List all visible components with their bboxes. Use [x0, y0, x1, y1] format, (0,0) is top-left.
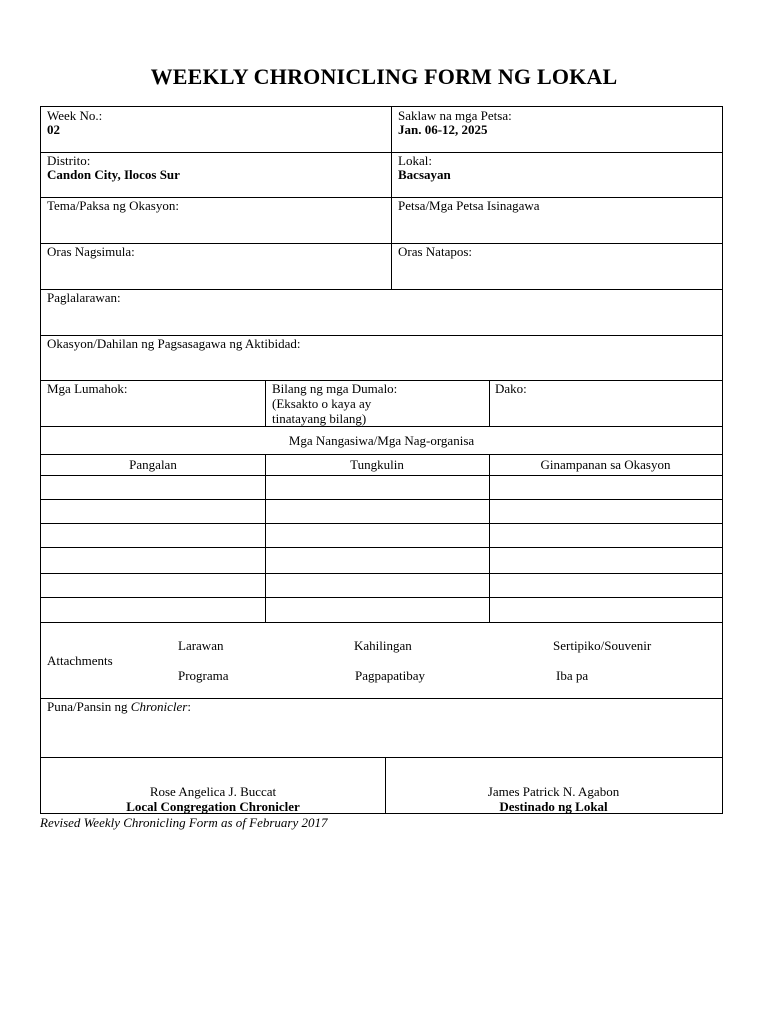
row-divider: [41, 475, 722, 476]
row-divider: [41, 499, 722, 500]
column-divider: [489, 454, 490, 622]
date-range-value: Jan. 06-12, 2025: [398, 122, 488, 137]
row-divider: [41, 243, 722, 244]
attachment-approval: Pagpapatibay: [355, 668, 426, 683]
column-divider: [265, 380, 266, 426]
column-divider: [391, 107, 392, 289]
organizers-heading: Mga Nangasiwa/Mga Nag-organisa: [288, 433, 475, 448]
attachment-others: Iba pa: [556, 668, 589, 683]
venue-label: Dako:: [495, 381, 527, 396]
row-divider: [41, 523, 722, 524]
district-value: Candon City, Ilocos Sur: [47, 167, 180, 182]
signatory-destinado-name: James Patrick N. Agabon: [487, 784, 620, 799]
row-divider: [41, 757, 722, 758]
row-divider: [41, 547, 722, 548]
local-label: Lokal:: [398, 153, 432, 168]
occasion-label: Okasyon/Dahilan ng Pagsasagawa ng Aktibidad:: [47, 336, 301, 351]
start-time-label: Oras Nagsimula:: [47, 244, 135, 259]
row-divider: [41, 622, 722, 623]
theme-label: Tema/Paksa ng Okasyon:: [47, 198, 179, 213]
week-value: 02: [47, 122, 60, 137]
date-range-label: Saklaw na mga Petsa:: [398, 108, 512, 123]
attachment-photo: Larawan: [178, 638, 224, 653]
attachment-certificate: Sertipiko/Souvenir: [553, 638, 652, 653]
description-label: Paglalarawan:: [47, 290, 121, 305]
attachment-program: Programa: [178, 668, 229, 683]
signatory-destinado-role: Destinado ng Lokal: [499, 799, 608, 814]
district-label: Distrito:: [47, 153, 91, 168]
attendance-label-line3: tinatayang bilang): [272, 411, 367, 426]
attendance-label-line2: (Eksakto o kaya ay: [272, 396, 372, 411]
participants-label: Mga Lumahok:: [47, 381, 128, 396]
attendance-label-line1: Bilang ng mga Dumalo:: [272, 381, 398, 396]
attachment-request: Kahilingan: [354, 638, 412, 653]
local-value: Bacsayan: [398, 167, 451, 182]
column-header-contribution: Ginampanan sa Okasyon: [540, 457, 671, 472]
row-divider: [41, 597, 722, 598]
signatory-chronicler-name: Rose Angelica J. Buccat: [149, 784, 277, 799]
form-title: WEEKLY CHRONICLING FORM NG LOKAL: [150, 64, 618, 89]
row-divider: [41, 454, 722, 455]
column-header-name: Pangalan: [129, 457, 177, 472]
attachments-label: Attachments: [47, 653, 113, 668]
week-label: Week No.:: [47, 108, 103, 123]
row-divider: [41, 289, 722, 290]
row-divider: [41, 426, 722, 427]
dates-held-label: Petsa/Mga Petsa Isinagawa: [398, 198, 540, 213]
end-time-label: Oras Natapos:: [398, 244, 473, 259]
column-divider: [489, 380, 490, 426]
column-divider: [265, 454, 266, 622]
row-divider: [41, 152, 722, 153]
form-revision-note: Revised Weekly Chronicling Form as of February 2017: [40, 815, 328, 830]
column-header-role: Tungkulin: [350, 457, 404, 472]
chronicling-form: [40, 106, 723, 814]
signatory-chronicler-role: Local Congregation Chronicler: [126, 799, 300, 814]
remarks-label: Puna/Pansin ng Chronicler:: [47, 699, 191, 714]
row-divider: [41, 573, 722, 574]
